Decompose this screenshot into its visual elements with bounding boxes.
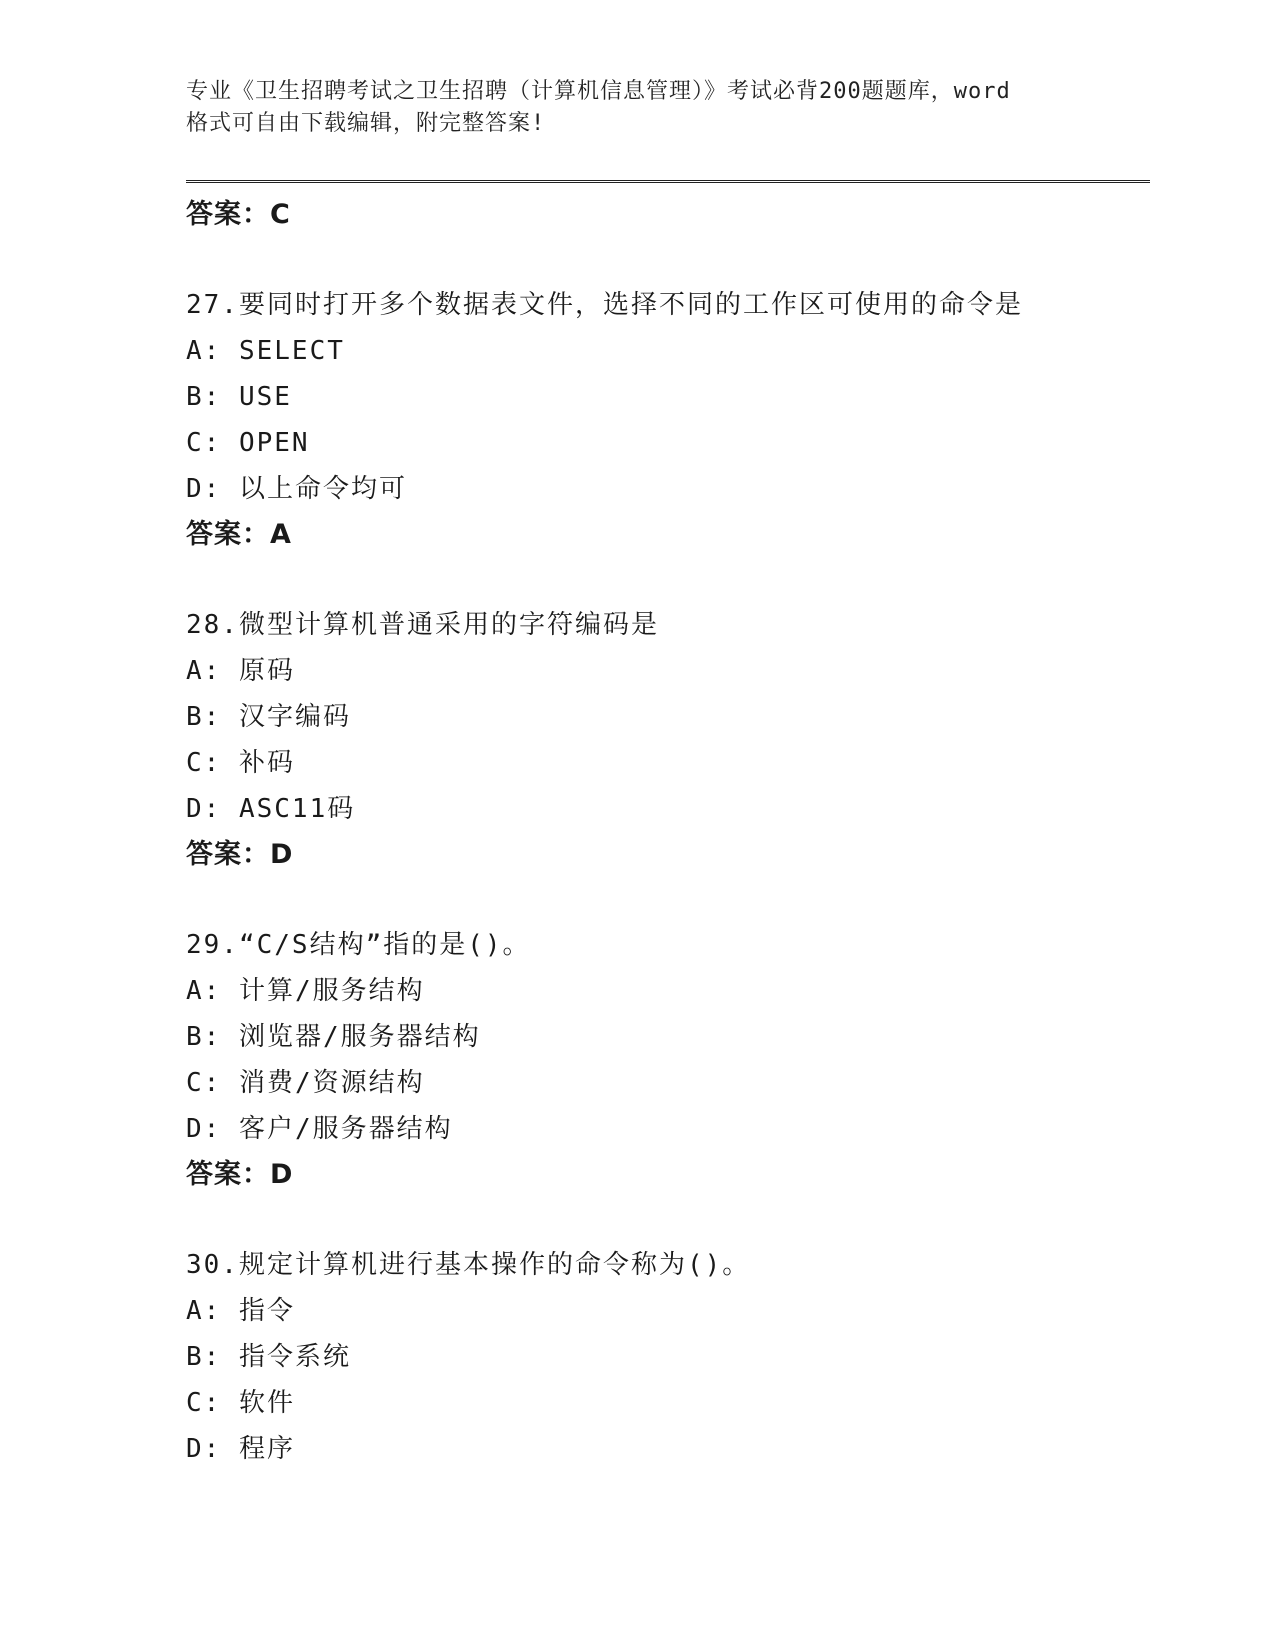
header-divider xyxy=(186,180,1150,183)
header-line-2: 格式可自由下载编辑，附完整答案! xyxy=(186,111,546,136)
option-b: B: USE xyxy=(186,382,292,412)
question-30 xyxy=(186,1242,1150,1472)
question-title: 30.规定计算机进行基本操作的命令称为()。 xyxy=(186,1250,751,1280)
option-c: C: OPEN xyxy=(186,428,310,458)
option-c: C: 消费/资源结构 xyxy=(186,1068,425,1098)
option-d: D: ASC11码 xyxy=(186,794,356,824)
answer: 答案：D xyxy=(186,839,294,870)
question-title: 28.微型计算机普通采用的字符编码是 xyxy=(186,610,659,640)
question-29 xyxy=(186,922,1150,1198)
option-d: D: 以上命令均可 xyxy=(186,474,407,504)
option-b: B: 浏览器/服务器结构 xyxy=(186,1022,481,1052)
option-c: C: 补码 xyxy=(186,748,295,778)
option-a: A: SELECT xyxy=(186,336,345,366)
question-title: 27.要同时打开多个数据表文件，选择不同的工作区可使用的命令是 xyxy=(186,290,1023,320)
question-title: 29.“C/S结构”指的是()。 xyxy=(186,930,531,960)
answer-prev: 答案：C xyxy=(186,199,291,230)
option-b: B: 指令系统 xyxy=(186,1342,351,1372)
answer: 答案：A xyxy=(186,519,292,550)
header-line-1: 专业《卫生招聘考试之卫生招聘（计算机信息管理）》考试必背200题题库，word xyxy=(186,79,1011,104)
document-body xyxy=(186,192,1150,1472)
option-d: D: 客户/服务器结构 xyxy=(186,1114,453,1144)
option-a: A: 计算/服务结构 xyxy=(186,976,425,1006)
document-header xyxy=(186,76,1086,140)
option-b: B: 汉字编码 xyxy=(186,702,351,732)
option-a: A: 指令 xyxy=(186,1296,295,1326)
question-27 xyxy=(186,282,1150,558)
answer: 答案：D xyxy=(186,1159,294,1190)
question-28 xyxy=(186,602,1150,878)
option-c: C: 软件 xyxy=(186,1388,295,1418)
option-a: A: 原码 xyxy=(186,656,295,686)
option-d: D: 程序 xyxy=(186,1434,295,1464)
